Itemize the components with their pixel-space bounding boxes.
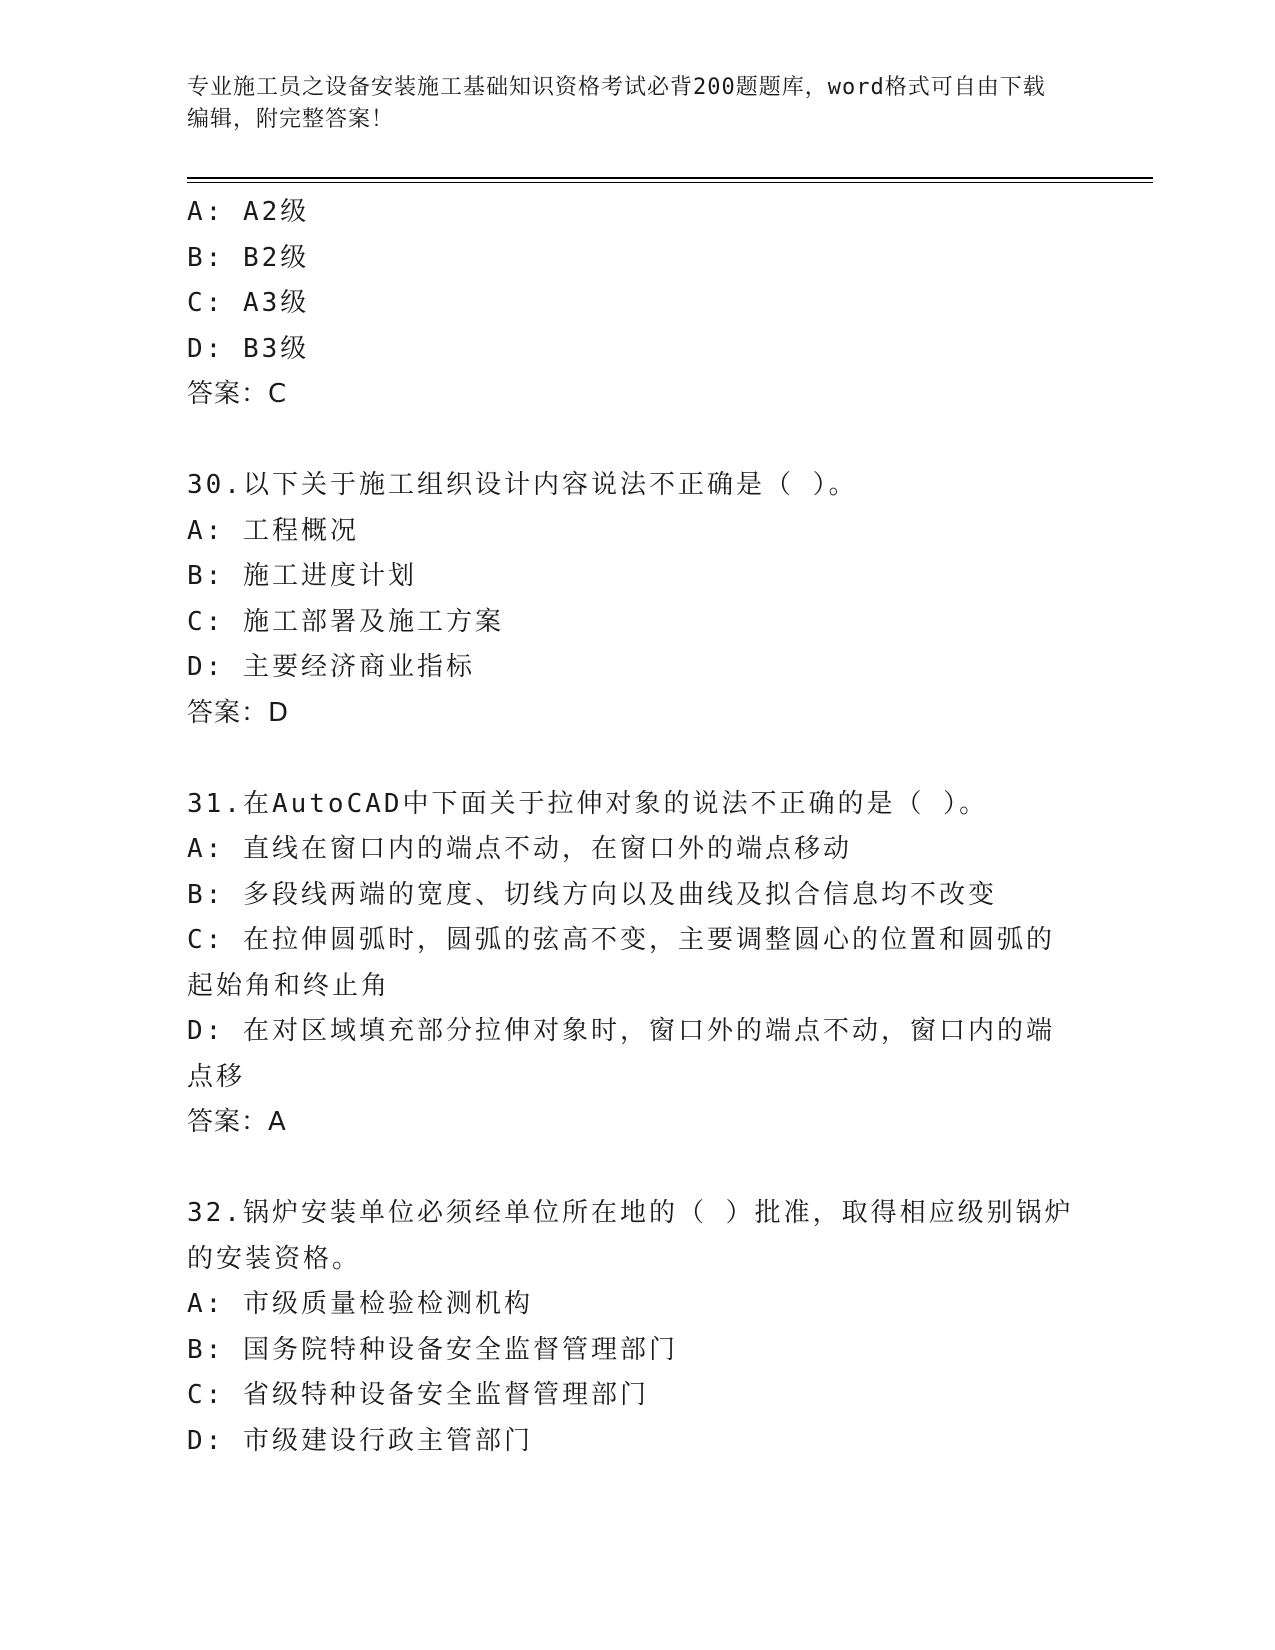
answer: 答案：C bbox=[187, 379, 288, 409]
option-a: A: 市级质量检验检测机构 bbox=[187, 1289, 533, 1319]
question-stem: 30.以下关于施工组织设计内容说法不正确是（ ）。 bbox=[187, 470, 858, 500]
option-c: C: 施工部署及施工方案 bbox=[187, 606, 504, 637]
answer: 答案：A bbox=[187, 1107, 287, 1137]
option-b: B: 国务院特种设备安全监督管理部门 bbox=[187, 1334, 678, 1365]
option-c: C: 在拉伸圆弧时，圆弧的弦高不变，主要调整圆心的位置和圆弧的起始角和终止角 bbox=[187, 925, 1055, 1001]
option-b: B: 施工进度计划 bbox=[187, 561, 417, 591]
spacer bbox=[187, 1146, 1077, 1192]
answer: 答案：D bbox=[187, 697, 290, 728]
question-list bbox=[187, 190, 1077, 1464]
spacer bbox=[187, 418, 1077, 464]
option-d: D: B3级 bbox=[187, 333, 310, 364]
option-c: C: 省级特种设备安全监督管理部门 bbox=[187, 1380, 649, 1410]
option-d: D: 在对区域填充部分拉伸对象时，窗口外的端点不动，窗口内的端点移 bbox=[187, 1016, 1055, 1092]
option-a: A: A2级 bbox=[187, 197, 310, 227]
option-a: A: 工程概况 bbox=[187, 515, 359, 546]
page-header: 专业施工员之设备安装施工基础知识资格考试必背200题题库，word格式可自由下载编辑，附完整答案！ bbox=[187, 75, 1046, 132]
question-29-continuation bbox=[187, 190, 1077, 418]
option-d: D: 市级建设行政主管部门 bbox=[187, 1425, 533, 1456]
option-d: D: 主要经济商业指标 bbox=[187, 652, 475, 682]
question-stem: 31.在AutoCAD中下面关于拉伸对象的说法不正确的是（ ）。 bbox=[187, 788, 989, 819]
option-c: C: A3级 bbox=[187, 288, 310, 318]
question-32 bbox=[187, 1191, 1077, 1464]
header-divider-thin bbox=[187, 182, 1153, 183]
question-31 bbox=[187, 782, 1077, 1146]
spacer bbox=[187, 736, 1077, 782]
header-divider-thick bbox=[187, 177, 1153, 179]
option-a: A: 直线在窗口内的端点不动，在窗口外的端点移动 bbox=[187, 834, 852, 864]
option-b: B: B2级 bbox=[187, 242, 310, 273]
question-30 bbox=[187, 463, 1077, 736]
question-stem: 32.锅炉安装单位必须经单位所在地的（ ）批准，取得相应级别锅炉的安装资格。 bbox=[187, 1198, 1074, 1274]
option-b: B: 多段线两端的宽度、切线方向以及曲线及拟合信息均不改变 bbox=[187, 879, 997, 910]
